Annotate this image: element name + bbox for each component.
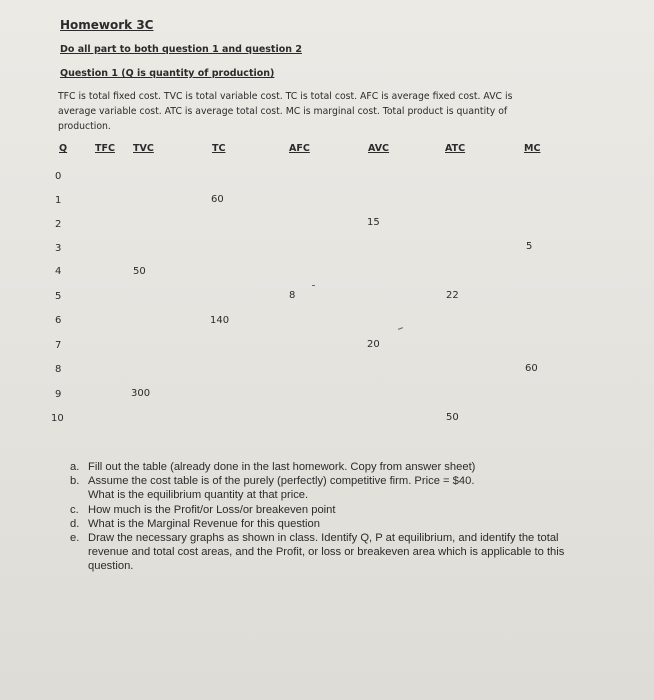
cell-atc-q5: 22 [446,290,459,301]
header-avc: AVC [368,143,390,154]
header-afc: AFC [289,143,310,154]
q-value: 10 [51,413,64,424]
cell-tvc-q4: 50 [133,266,146,277]
q-value: 2 [55,219,62,230]
question-heading: Question 1 (Q is quantity of production) [60,68,275,79]
intro-paragraph [58,89,548,134]
cell-mc-q8: 60 [525,363,538,374]
list-item-continuation: revenue and total cost areas, and the Profit, or loss or breakeven area which is applicable to this [88,546,565,559]
list-item: c. How much is the Profit/or Loss/or breakeven point [70,503,336,516]
cell-tc-q6: 140 [210,315,230,326]
cell-mc-q3: 5 [526,241,533,252]
header-tvc: TVC [133,143,154,154]
header-tfc: TFC [95,143,115,154]
header-tc: TC [212,143,226,154]
pen-mark [398,327,403,330]
cell-tvc-q9: 300 [131,388,151,399]
list-item: a. Fill out the table (already done in the last homework. Copy from answer sheet) [70,461,476,473]
page-title: Homework 3C [60,18,154,32]
task-list [70,460,564,574]
header-atc: ATC [445,143,466,154]
q-value: 7 [55,340,62,351]
q-value: 4 [55,266,62,277]
intro-line: TFC is total fixed cost. TVC is total variable cost. TC is total cost. AFC is average fixed cost. AVC is [58,91,513,102]
cell-afc-q5: 8 [289,290,296,301]
q-value: 0 [55,171,62,182]
cell-atc-q10: 50 [446,412,459,423]
q-value: 3 [55,243,62,254]
header-mc: MC [524,143,541,154]
q-value: 5 [55,291,62,302]
list-item: e. Draw the necessary graphs as shown in class. Identify Q, P at equilibrium, and identify the total [70,532,559,545]
list-item-continuation: What is the equilibrium quantity at that price. [88,489,309,502]
intro-line: average variable cost. ATC is average total cost. MC is marginal cost. Total product is quantity of [58,106,508,117]
pen-mark [312,285,315,286]
instructions-heading: Do all part to both question 1 and question 2 [60,44,302,55]
q-value: 1 [55,195,62,206]
cell-tc-q1: 60 [211,194,224,205]
cell-avc-q7: 20 [367,339,380,350]
q-value: 8 [55,364,62,375]
cell-avc-q2: 15 [367,217,380,228]
q-value: 6 [55,315,62,326]
header-q: Q [59,143,68,154]
list-item-continuation: question. [88,560,134,573]
q-value: 9 [55,389,62,400]
list-item: d. What is the Marginal Revenue for this question [70,517,320,530]
list-item: b. Assume the cost table is of the purely (perfectly) competitive firm. Price = $40. [70,475,475,488]
intro-line: production. [58,121,111,132]
